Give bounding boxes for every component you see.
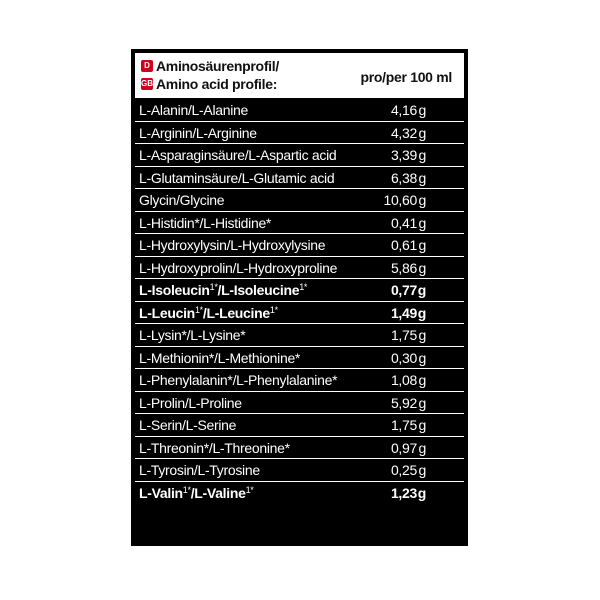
amino-acid-name: L-Phenylalanin*/L-Phenylalanine* xyxy=(139,372,338,388)
amino-acid-name: L-Methionin*/L-Methionine* xyxy=(139,349,301,366)
amount-unit: g xyxy=(418,349,426,366)
amino-acid-name: L-Hydroxylysin/L-Hydroxylysine xyxy=(139,237,326,253)
footnote-marker: 1* xyxy=(194,304,203,315)
amount-value: 0,25 xyxy=(390,462,417,478)
amount-value: 10,60 xyxy=(383,192,417,208)
amino-acid-name: L-Arginin/L-Arginine xyxy=(139,124,257,141)
header-title-de-line xyxy=(141,58,279,74)
amino-acid-name-part: L-Leucin xyxy=(139,304,195,321)
amount-unit: g xyxy=(418,214,426,231)
table-body xyxy=(135,99,464,503)
amino-acid-name: L-Serin/L-Serine xyxy=(139,417,237,433)
amount-value: 5,86 xyxy=(390,259,417,276)
amount-value: 1,08 xyxy=(390,372,417,388)
table-row xyxy=(135,188,464,211)
amount-value: 1,49 xyxy=(390,304,417,321)
amount-value: 5,92 xyxy=(390,394,417,411)
amount-unit: g xyxy=(418,192,426,208)
amount-value: 0,61 xyxy=(390,237,417,253)
amino-acid-table xyxy=(131,49,468,546)
amount-unit: g xyxy=(418,102,426,118)
table-row xyxy=(135,436,464,459)
amino-acid-name: L-Glutaminsäure/L-Glutamic acid xyxy=(139,169,335,186)
amount-unit: g xyxy=(418,439,426,456)
amino-acid-name: L-Alanin/L-Alanine xyxy=(139,102,249,118)
table-row xyxy=(135,278,464,301)
table-row xyxy=(135,121,464,144)
table-row xyxy=(135,143,464,166)
table-row xyxy=(135,256,464,279)
amount-value: 0,77 xyxy=(390,282,417,298)
amount-unit: g xyxy=(418,237,426,253)
amount-value: 1,23 xyxy=(390,484,417,501)
table-row xyxy=(135,166,464,189)
amount-unit: g xyxy=(417,304,426,321)
amino-acid-name-part: /L-Valine xyxy=(190,484,246,501)
amino-acid-name: L-Histidin*/L-Histidine* xyxy=(139,214,272,231)
amount-unit: g xyxy=(417,282,426,298)
amount-unit: g xyxy=(418,169,426,186)
footnote-marker: 1* xyxy=(182,484,191,495)
amino-acid-name xyxy=(139,305,278,321)
header-title-en-line xyxy=(141,76,277,92)
amino-acid-name: L-Threonin*/L-Threonine* xyxy=(139,439,290,456)
uk-flag-icon: GB xyxy=(141,79,153,88)
table-row xyxy=(135,346,464,369)
table-row xyxy=(135,481,464,504)
amino-acid-name: L-Tyrosin/L-Tyrosine xyxy=(139,462,260,478)
german-flag-icon: D xyxy=(141,60,153,72)
header-unit: pro/per 100 ml xyxy=(360,69,452,85)
amino-acid-name: L-Hydroxyprolin/L-Hydroxyproline xyxy=(139,259,338,276)
amount-value: 4,16 xyxy=(390,102,417,118)
table-row xyxy=(135,323,464,346)
amino-acid-name: L-Prolin/L-Proline xyxy=(139,394,242,411)
amino-acid-name xyxy=(139,485,254,501)
table-row xyxy=(135,99,464,121)
footnote-marker: 1* xyxy=(299,282,308,292)
amino-acid-name-part: L-Valin xyxy=(139,484,183,501)
amount-unit: g xyxy=(418,147,426,163)
amount-unit: g xyxy=(418,124,426,141)
amount-value: 6,38 xyxy=(390,169,417,186)
amount-unit: g xyxy=(418,462,426,478)
footnote-marker: 1* xyxy=(209,282,218,292)
header-title-de: Aminosäurenprofil/ xyxy=(156,58,279,74)
amount-value: 1,75 xyxy=(390,327,417,343)
footnote-marker: 1* xyxy=(245,484,254,495)
amino-acid-name-part: /L-Leucine xyxy=(202,304,270,321)
amount-value: 0,30 xyxy=(390,349,417,366)
table-row xyxy=(135,391,464,414)
amino-acid-name: L-Lysin*/L-Lysine* xyxy=(139,327,246,343)
footnote-marker: 1* xyxy=(269,304,278,315)
amount-value: 0,41 xyxy=(390,214,417,231)
amino-acid-name: L-Asparaginsäure/L-Aspartic acid xyxy=(139,147,337,163)
table-row xyxy=(135,368,464,391)
amount-unit: g xyxy=(418,417,426,433)
table-row xyxy=(135,233,464,256)
amount-unit: g xyxy=(418,372,426,388)
amino-acid-name xyxy=(139,282,307,298)
amino-acid-name-part: /L-Isoleucine xyxy=(217,282,300,298)
table-row xyxy=(135,413,464,436)
amino-acid-name-part: L-Isoleucin xyxy=(139,282,210,298)
amount-value: 0,97 xyxy=(390,439,417,456)
amount-unit: g xyxy=(418,259,426,276)
amount-unit: g xyxy=(417,484,426,501)
amount-unit: g xyxy=(418,327,426,343)
amount-value: 4,32 xyxy=(390,124,417,141)
table-row xyxy=(135,458,464,481)
header-title-en: Amino acid profile: xyxy=(156,76,278,92)
amount-value: 3,39 xyxy=(390,147,417,163)
table-header xyxy=(135,53,464,98)
amount-value: 1,75 xyxy=(390,417,417,433)
table-row xyxy=(135,211,464,234)
amino-acid-name: Glycin/Glycine xyxy=(139,192,225,208)
table-row xyxy=(135,301,464,324)
amount-unit: g xyxy=(418,394,426,411)
